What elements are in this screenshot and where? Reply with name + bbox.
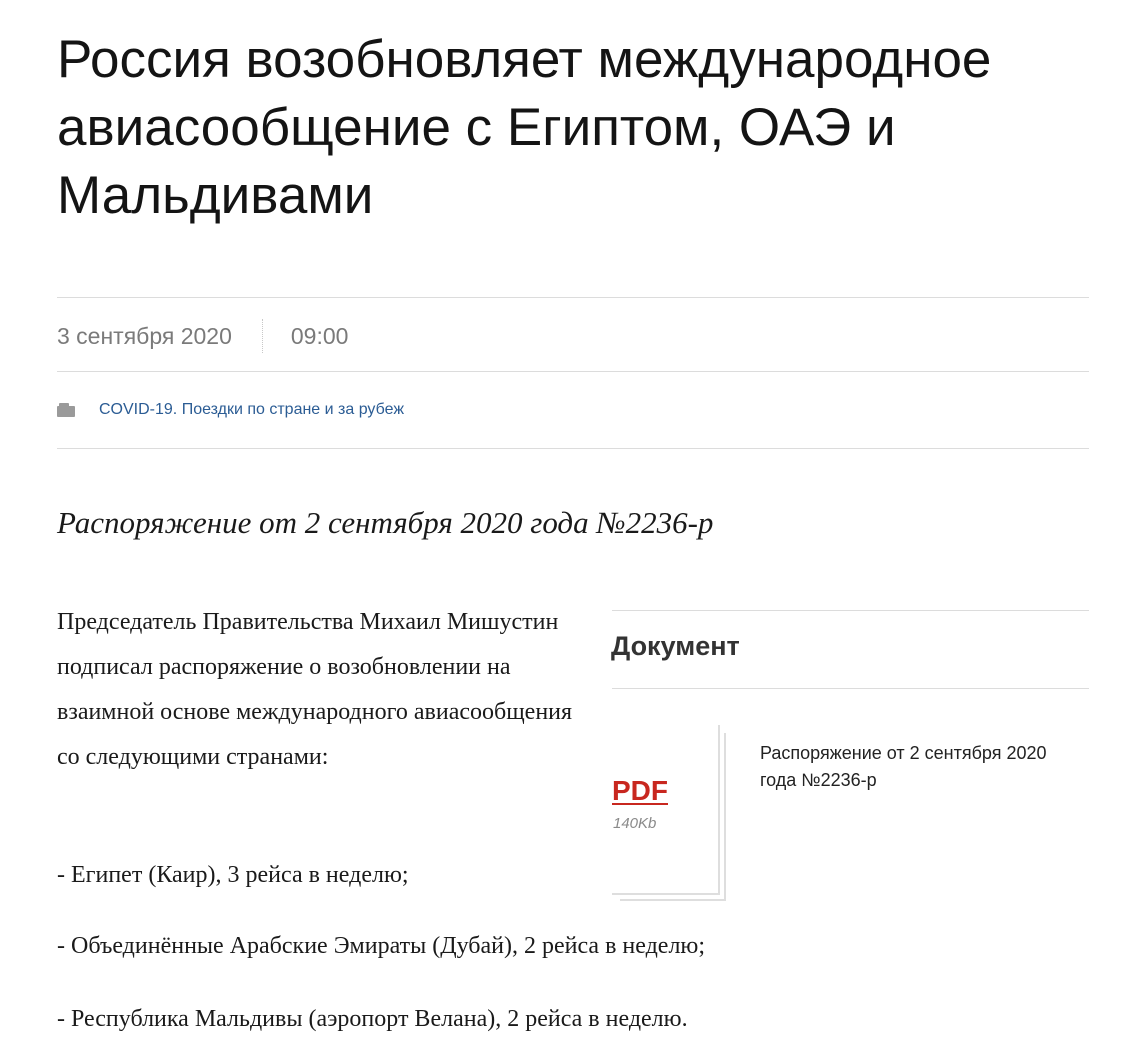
topic-link[interactable]: COVID-19. Поездки по стране и за рубеж xyxy=(99,401,405,418)
divider xyxy=(57,371,1089,372)
list-item: - Республика Мальдивы (аэропорт Велана), 2 рейса в неделю. xyxy=(57,1006,688,1032)
divider xyxy=(57,448,1089,449)
document-panel-divider xyxy=(612,688,1089,689)
publish-date: 3 сентября 2020 xyxy=(57,322,232,349)
divider xyxy=(57,297,1089,298)
article-intro: Председатель Правительства Михаил Мишустин подписал распоряжение о возобновлении на взаимной основе международного авиасообщения со следующими странами: xyxy=(57,609,573,770)
folder-icon xyxy=(57,403,75,417)
page-title: Россия возобновляет международное авиасообщение с Египтом, ОАЭ и Мальдивами xyxy=(57,30,992,225)
document-panel-heading: Документ xyxy=(611,631,740,661)
pdf-file-size: 140Kb xyxy=(613,815,657,832)
meta-separator xyxy=(262,319,264,353)
list-item: - Египет (Каир), 3 рейса в неделю; xyxy=(57,862,409,888)
pdf-file-type[interactable]: PDF xyxy=(612,775,668,806)
article-meta xyxy=(57,318,348,354)
document-panel-divider xyxy=(612,610,1089,611)
list-item: - Объединённые Арабские Эмираты (Дубай), 2 рейса в неделю; xyxy=(57,933,706,959)
topic-tag xyxy=(57,398,404,422)
pdf-document-card[interactable] xyxy=(612,725,720,895)
document-title-link[interactable]: Распоряжение от 2 сентября 2020 года №2236-р xyxy=(760,743,1047,790)
decree-reference: Распоряжение от 2 сентября 2020 года №2236-р xyxy=(57,505,714,540)
publish-time: 09:00 xyxy=(290,322,349,349)
